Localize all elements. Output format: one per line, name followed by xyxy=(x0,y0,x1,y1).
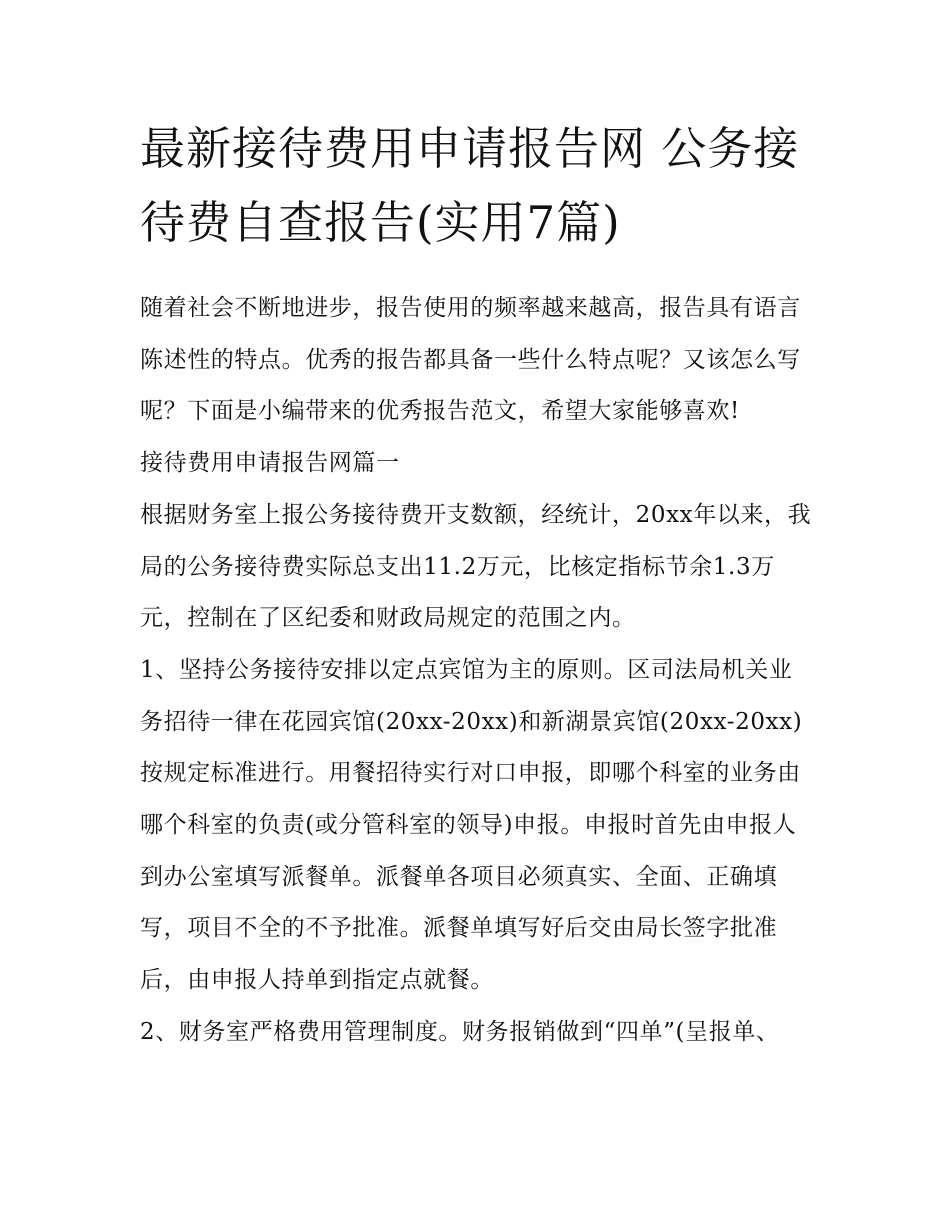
summary-paragraph: 根据财务室上报公务接待费开支数额，经统计，20xx年以来，我局的公务接待费实际总支出11.2万元，比核定指标节余1.3万元，控制在了区纪委和财政局规定的范围之内。 xyxy=(140,501,812,632)
item-1-paragraph: 1、坚持公务接待安排以定点宾馆为主的原则。区司法局机关业务招待一律在花园宾馆(20xx-20xx)和新湖景宾馆(20xx-20xx)按规定标准进行。用餐招待实行对口申报，即哪个科室的业务由哪个科室的负责(或分管科室的领导)申报。申报时首先由申报人到办公室填写派餐单。派餐单各项目必须真实、全面、正确填写，项目不全的不予批准。派餐单填写好后交由局长签字批准后，由申报人持单到指定点就餐。 xyxy=(140,656,803,994)
document-title: 最新接待费用申请报告网 公务接待费自查报告(实用7篇) xyxy=(140,122,800,249)
intro-paragraph: 随着社会不断地进步，报告使用的频率越来越高，报告具有语言陈述性的特点。优秀的报告都具备一些什么特点呢？又该怎么写呢？下面是小编带来的优秀报告范文，希望大家能够喜欢! xyxy=(140,295,801,425)
document-body xyxy=(140,283,812,1059)
item-2-paragraph: 2、财务室严格费用管理制度。财务报销做到“四单”(呈报单、 xyxy=(140,1018,780,1045)
section-heading: 接待费用申请报告网篇一 xyxy=(140,450,400,477)
